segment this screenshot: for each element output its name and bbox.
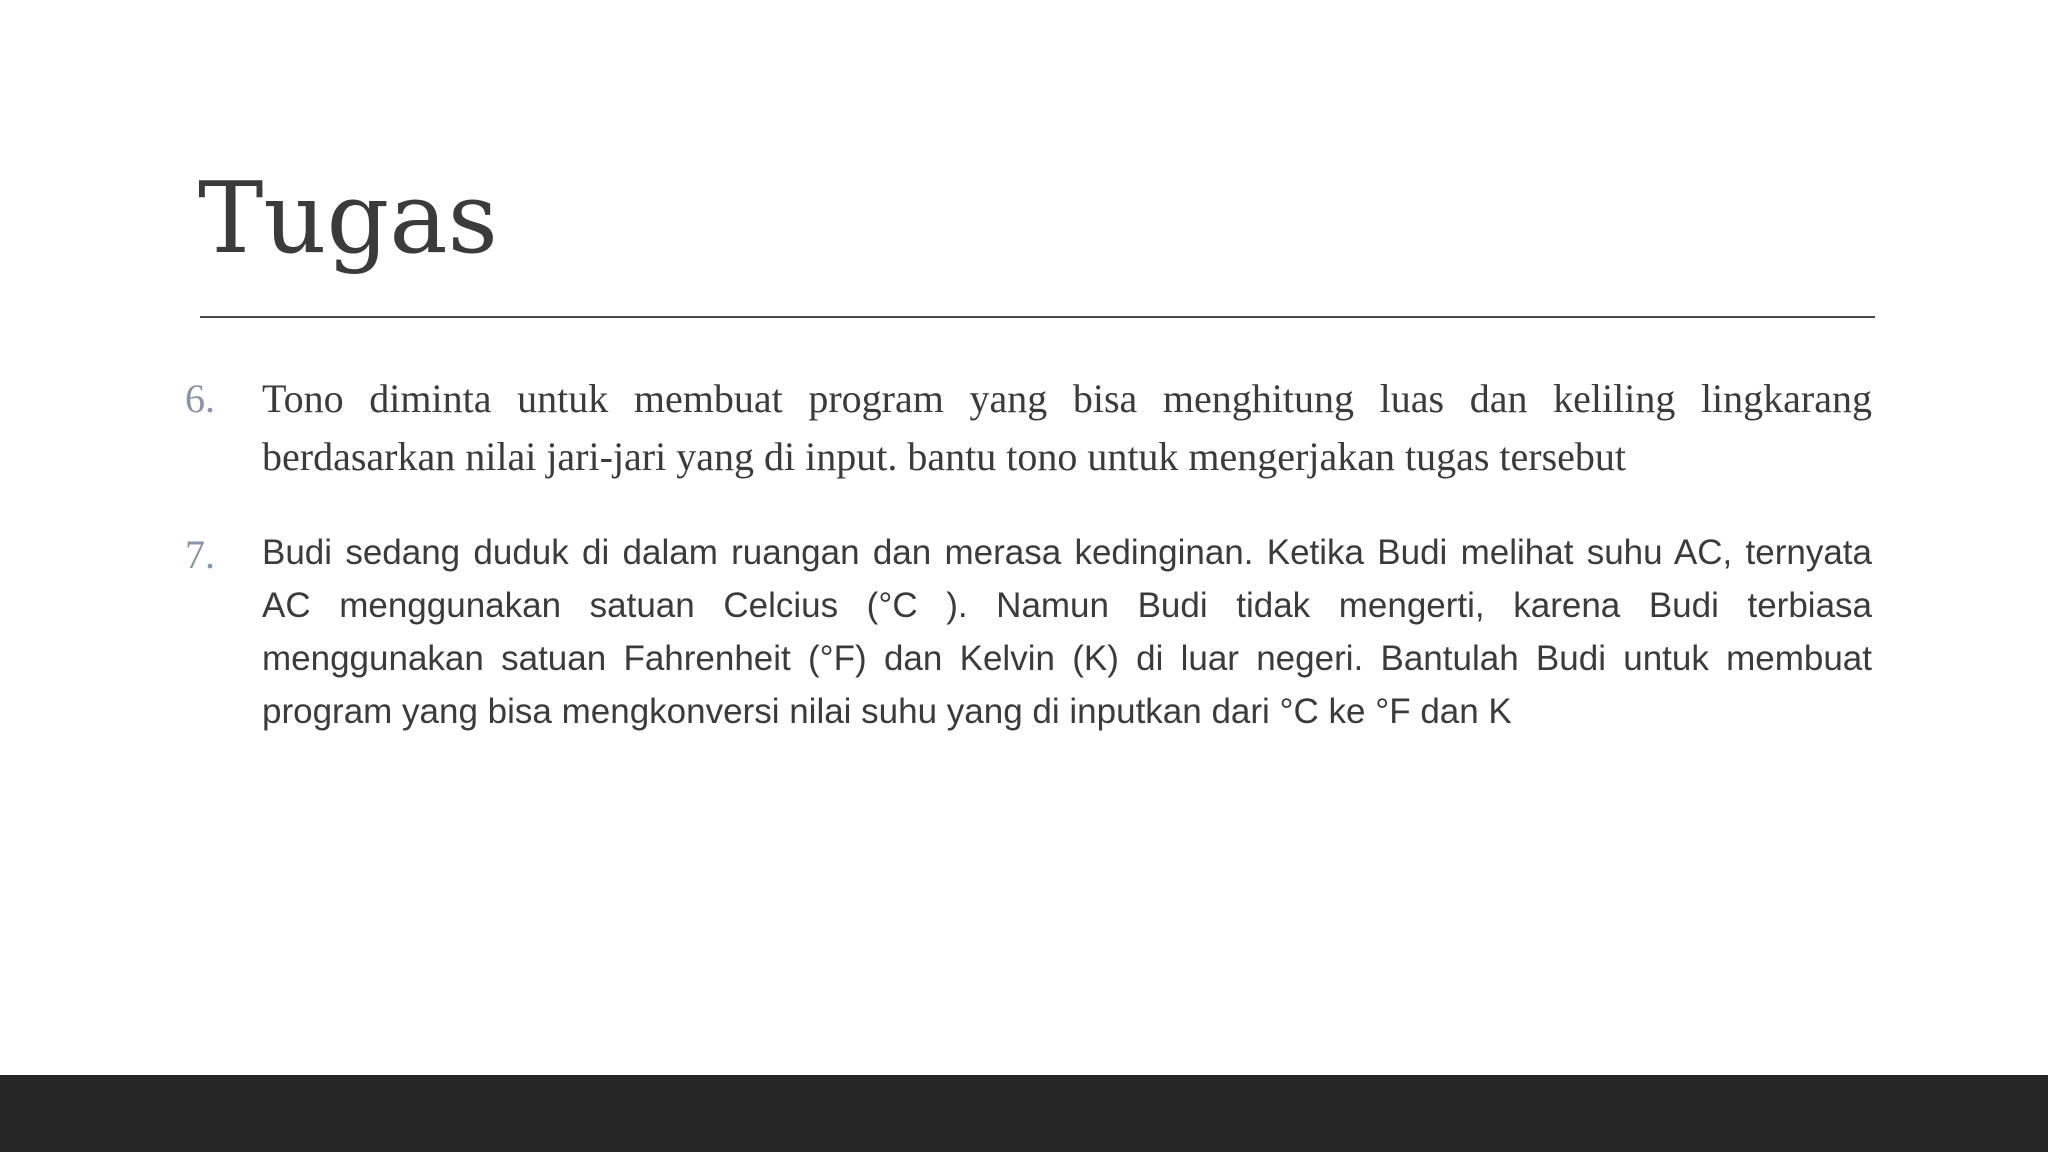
list-item-number: 7.: [185, 532, 215, 577]
list-item: [0, 526, 2048, 738]
slide-title: Tugas: [198, 162, 498, 276]
list-item: [0, 370, 2048, 486]
list-item-text: Budi sedang duduk di dalam ruangan dan merasa kedinginan. Ketika Budi melihat suhu AC, ternyata AC menggunakan satuan Celcius (°C ). Namun Budi tidak mengerti, karena Budi terbiasa menggunakan satuan Fahrenheit (°F) dan Kelvin (K) di luar negeri. Bantulah Budi untuk membuat program yang bisa mengkonversi nilai suhu yang di inputkan dari °C ke °F dan K: [262, 533, 1872, 731]
footer-bar: [0, 1075, 2048, 1152]
task-list: [0, 370, 2048, 738]
list-item-number: 6.: [185, 376, 215, 421]
list-item-text: Tono diminta untuk membuat program yang bisa menghitung luas dan keliling lingkarang berdasarkan nilai jari-jari yang di input. bantu tono untuk mengerjakan tugas tersebut: [262, 376, 1872, 479]
title-divider: [200, 316, 1875, 318]
